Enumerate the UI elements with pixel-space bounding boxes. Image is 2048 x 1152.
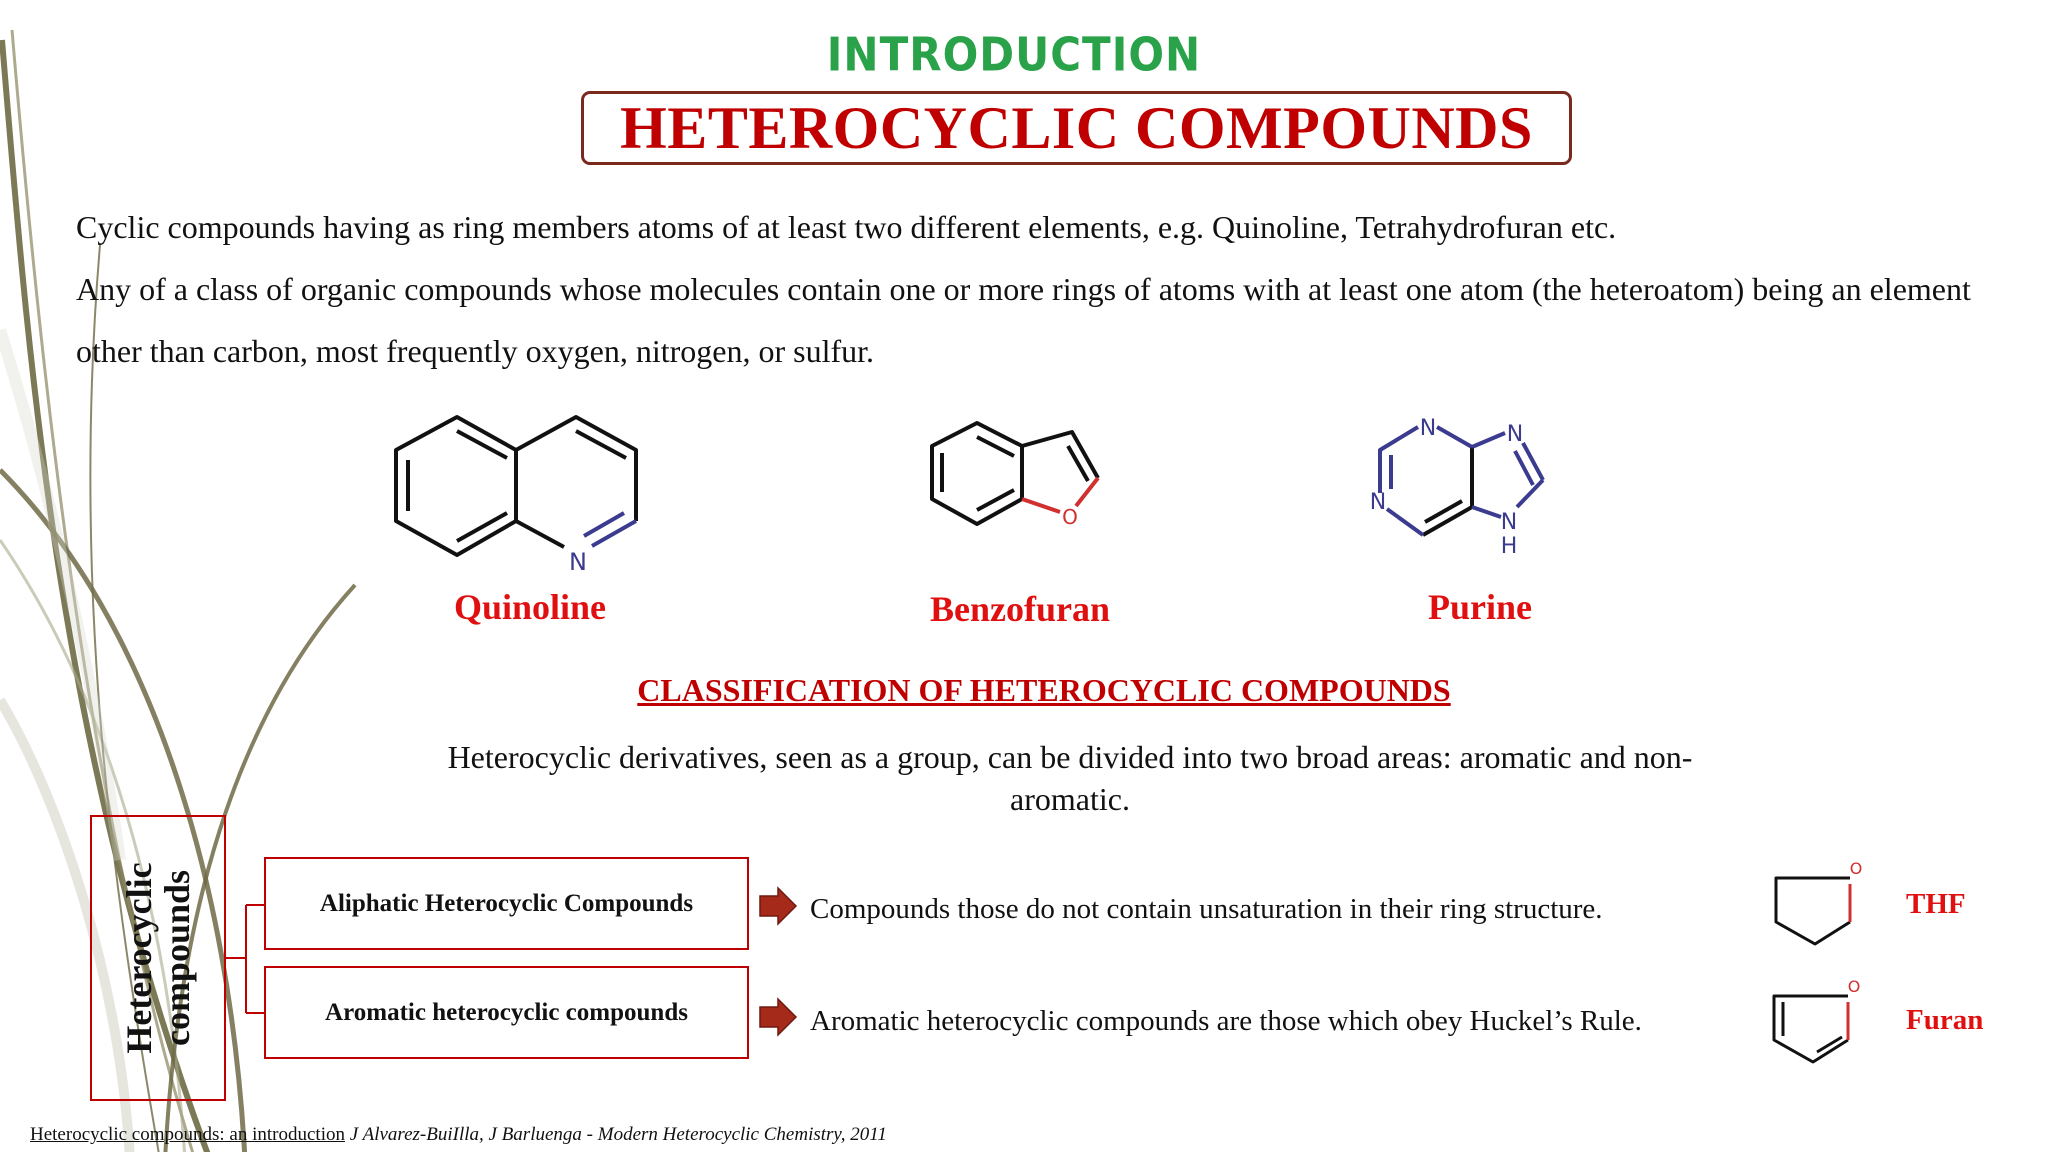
aliphatic-category-label: Aliphatic Heterocyclic Compounds [319, 889, 694, 917]
reference-footer [30, 1124, 887, 1146]
arrow-right-icon [758, 997, 798, 1037]
title-box [581, 91, 1572, 165]
reference-citation: J Alvarez-BuiIlla, J Barluenga - Modern Heterocyclic Chemistry, 2011 [345, 1124, 887, 1145]
quinoline-label: Quinoline [453, 587, 607, 627]
benzofuran-label: Benzofuran [930, 589, 1110, 629]
aliphatic-category-box [264, 857, 749, 950]
aliphatic-description: Compounds those do not contain unsaturation in their ring structure. [810, 893, 1603, 925]
furan-structure [1768, 978, 1868, 1068]
aromatic-category-label: Aromatic heterocyclic compounds [325, 998, 688, 1026]
tree-connector [226, 895, 266, 1025]
intro-heading: INTRODUCTION [826, 27, 1202, 82]
thf-o-atom: O [1849, 860, 1863, 878]
arrow-right-icon [758, 886, 798, 926]
thf-structure [1770, 860, 1870, 946]
quinoline-n-atom: N [569, 548, 587, 576]
benzofuran-o-atom: O [1062, 505, 1078, 529]
root-category-box [90, 815, 226, 1101]
purine-label: Purine [1428, 587, 1532, 627]
quinoline-structure [380, 410, 650, 580]
purine-n-atom-3: N [1369, 490, 1387, 515]
aromatic-category-box [264, 966, 749, 1059]
thf-label: THF [1906, 888, 1966, 920]
aromatic-description: Aromatic heterocyclic compounds are those which obey Huckel’s Rule. [810, 1005, 1642, 1037]
definition-text [76, 196, 2006, 382]
furan-label: Furan [1906, 1004, 1984, 1036]
definition-line-2: Any of a class of organic compounds whose molecules contain one or more rings of atoms with at least one atom (the heteroatom) being an element other than carbon, most frequently oxygen, nitrogen, or sulfur. [76, 271, 1971, 369]
page-title: HETEROCYCLIC COMPOUNDS [620, 94, 1533, 161]
purine-structure [1355, 405, 1575, 575]
purine-n-atom-1: N [1419, 416, 1437, 441]
definition-line-1: Cyclic compounds having as ring members atoms of at least two different elements, e.g. Quinoline, Tetrahydrofuran etc. [76, 209, 1617, 245]
purine-n-atom-4: N [1500, 510, 1518, 535]
benzofuran-structure [920, 420, 1130, 540]
classification-description: Heterocyclic derivatives, seen as a group, can be divided into two broad areas: aromatic and non-aromatic. [447, 739, 1693, 817]
classification-title: CLASSIFICATION OF HETEROCYCLIC COMPOUNDS [637, 672, 1451, 708]
purine-h-atom: H [1500, 534, 1518, 559]
reference-link[interactable]: Heterocyclic compounds: an introduction [30, 1124, 345, 1145]
purine-n-atom-2: N [1506, 422, 1524, 447]
furan-o-atom: O [1847, 978, 1861, 996]
root-category-label: Heterocyclic compounds [119, 862, 197, 1054]
